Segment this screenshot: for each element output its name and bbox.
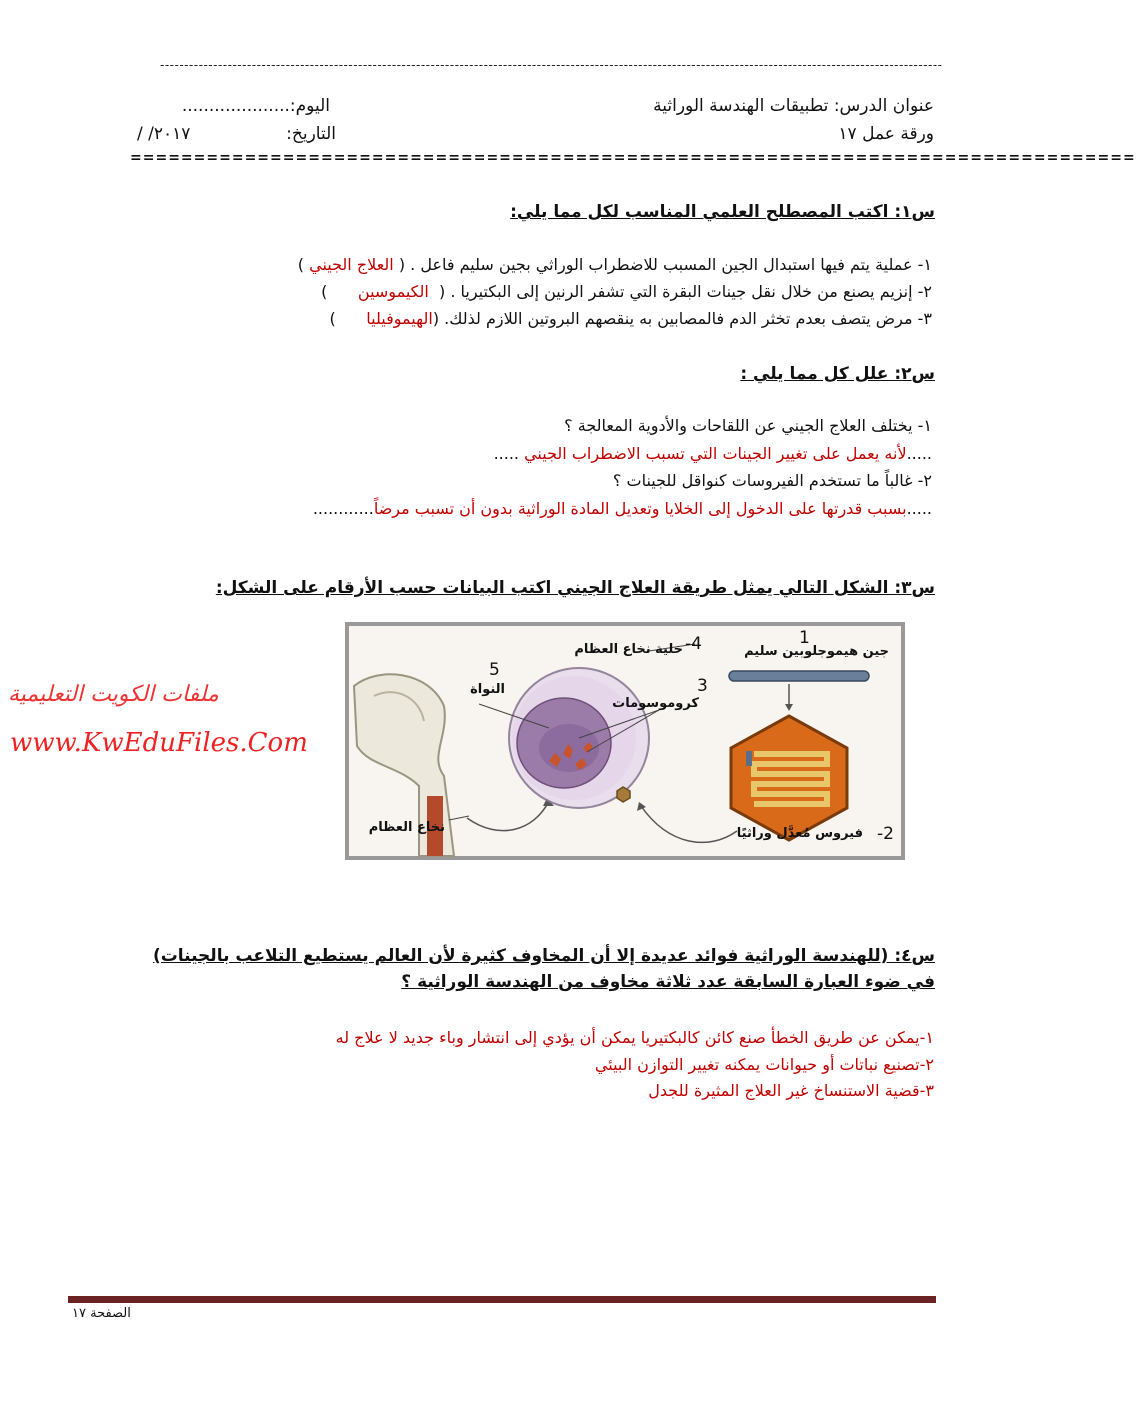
watermark-url: www.KwEduFiles.Com (10, 728, 308, 758)
page-number: الصفحة ١٧ (72, 1306, 131, 1321)
q2-title: س٢: علل كل مما يلي : (740, 364, 935, 384)
q1-item-1: ١- عملية يتم فيها استبدال الجين المسبب للاضطراب الوراثي بجين سليم فاعل . ( العلاج الجيني ) (297, 255, 932, 274)
number-3: 3 (697, 676, 708, 696)
number-1: 1 (799, 628, 810, 648)
q2-question-2: ٢- غالباً ما تستخدم الفيروسات كنواقل للجينات ؟ (612, 471, 932, 490)
number-4: -4 (685, 634, 702, 654)
sheet-number: ورقة عمل ١٧ (838, 124, 934, 144)
q4-title-line-2: في ضوء العبارة السابقة عدد ثلاثة مخاوف من الهندسة الوراثية ؟ (401, 972, 935, 992)
label-chromosomes: كروموسومات (612, 696, 699, 711)
q1-title: س١: اكتب المصطلح العلمي المناسب لكل مما يلي: (510, 202, 935, 222)
watermark-arabic: ملفات الكويت التعليمية (8, 682, 219, 707)
healthy-gene-rod (729, 671, 869, 681)
q4-answer-1: ١-يمكن عن طريق الخطأ صنع كائن كالبكتيريا يمكن أن يؤدي إلى انتشار وباء جديد لا علاج له (335, 1028, 934, 1047)
number-5: 5 (489, 660, 500, 680)
header-divider: =============================================================================== (130, 150, 1136, 166)
q2-answer-2: .....بسبب قدرتها على الدخول إلى الخلايا وتعديل المادة الوراثية بدون أن تسبب مرضاً............ (312, 499, 932, 518)
date-value: / /٢٠١٧ (137, 124, 191, 144)
q4-answer-2: ٢-تصنيع نباتات أو حيوانات يمكنه تغيير التوازن البيئي (594, 1055, 934, 1074)
q4-title-line-1: س٤: (للهندسة الوراثية فوائد عديدة إلا أن المخاوف كثيرة لأن العالم يستطيع التلاعب بالجينات) (152, 946, 935, 966)
number-2: -2 (877, 824, 894, 844)
q1-answer-2: الكيموسين (357, 282, 429, 301)
label-healthy-gene: جين هيموجلوبين سليم (744, 644, 889, 659)
footer-bar (68, 1296, 936, 1303)
lesson-title: عنوان الدرس: تطبيقات الهندسة الوراثية (653, 96, 934, 116)
label-bone-marrow: نخاع العظام (368, 820, 445, 835)
label-modified-virus: فيروس مُعدَّل وراثيًا (736, 826, 863, 841)
label-bone-marrow-cell: خلية نخاع العظام (574, 642, 683, 657)
q3-title: س٣: الشكل التالي يمثل طريقة العلاج الجيني اكتب البيانات حسب الأرقام على الشكل: (215, 578, 935, 598)
q2-answer-1: .....لأنه يعمل على تغيير الجينات التي تسبب الاضطراب الجيني ..... (493, 444, 932, 463)
top-dashed-rule: ------------------------------------------------------------------------------------------------------------------------------------------------------------------ (160, 58, 943, 72)
virus-in-cell (617, 787, 630, 802)
date-label: التاريخ: (286, 124, 336, 144)
q2-question-1: ١- يختلف العلاج الجيني عن اللقاحات والأدوية المعالجة ؟ (564, 416, 932, 435)
gene-therapy-diagram (345, 622, 905, 860)
q1-item-3: ٣- مرض يتصف بعدم تخثر الدم فالمصابين به ينقصهم البروتين اللازم لذلك. (الهيموفيليا ) (329, 309, 932, 328)
q1-answer-3: الهيموفيليا (366, 309, 433, 328)
label-nucleus: النواة (470, 682, 505, 697)
q1-item-2: ٢- إنزيم يصنع من خلال نقل جينات البقرة التي تشفر الرنين إلى البكتيريا . ( الكيموسين ) (321, 282, 932, 301)
day-field: اليوم:.................... (181, 96, 330, 116)
q1-answer-1: العلاج الجيني (309, 255, 394, 274)
q4-answer-3: ٣-قضية الاستنساخ غير العلاج المثيرة للجدل (648, 1081, 934, 1100)
